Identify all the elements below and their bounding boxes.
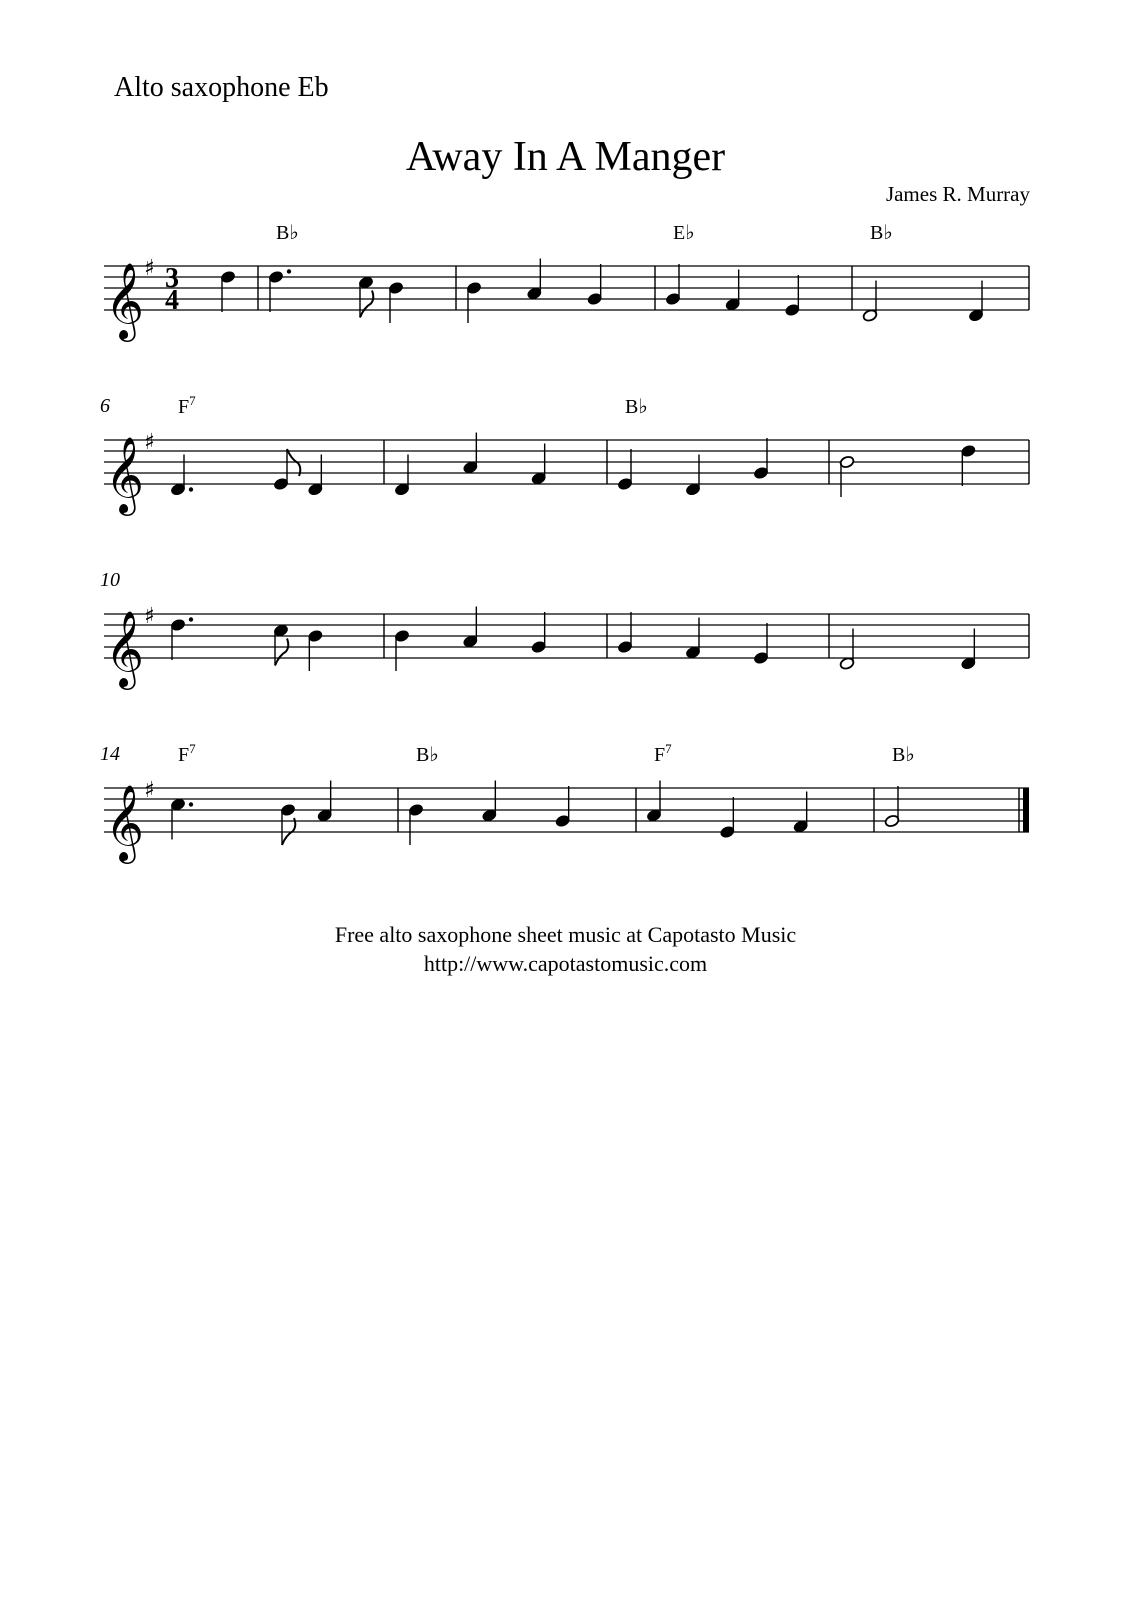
note — [462, 607, 478, 649]
composer-label: James R. Murray — [885, 182, 1030, 206]
note-flag — [275, 639, 288, 666]
chord-symbol: B♭ — [892, 744, 915, 766]
measure — [408, 744, 570, 845]
note — [466, 281, 482, 323]
augmentation-dot — [287, 269, 291, 273]
measure — [466, 259, 602, 324]
note — [388, 281, 404, 323]
staff-system — [100, 393, 1029, 516]
footer-credit: Free alto saxophone sheet music at Capotasto Music — [334, 922, 797, 947]
chord-symbol: B♭ — [416, 744, 439, 766]
chord-extension: 7 — [665, 741, 672, 756]
page-title: Away In A Manger — [405, 134, 726, 180]
note — [170, 798, 193, 840]
note — [753, 623, 769, 665]
note — [408, 803, 424, 845]
measure-number: 14 — [100, 743, 120, 765]
note — [685, 455, 701, 497]
note — [394, 455, 410, 497]
chord-symbol: E♭ — [673, 222, 695, 244]
treble-clef-icon: 𝄞 — [105, 262, 145, 339]
final-bar-thick — [1023, 788, 1029, 832]
time-signature-top: 3 — [165, 263, 179, 294]
note — [753, 438, 769, 480]
measure — [665, 222, 800, 317]
measure — [646, 741, 808, 839]
measure — [394, 607, 546, 672]
treble-clef-icon: 𝄞 — [105, 436, 145, 513]
note — [358, 276, 374, 318]
note-flag — [360, 291, 373, 318]
note — [617, 612, 633, 654]
chord-extension: 7 — [189, 741, 196, 756]
measure-number: 6 — [100, 395, 110, 417]
sharp-icon: ♯ — [144, 604, 155, 629]
sharp-icon: ♯ — [144, 778, 155, 803]
note — [526, 259, 542, 301]
measure — [394, 433, 546, 497]
note — [394, 629, 410, 671]
note — [220, 270, 236, 312]
note — [884, 786, 900, 828]
chord-symbol: B♭ — [870, 222, 893, 244]
note — [481, 781, 497, 823]
measure — [839, 629, 976, 671]
note — [307, 455, 323, 497]
note — [784, 275, 800, 317]
measure — [884, 744, 915, 828]
chord-symbol: $F^7$ — [654, 741, 672, 766]
treble-clef-icon: 𝄞 — [105, 784, 145, 861]
measure — [170, 741, 332, 845]
note — [280, 803, 296, 845]
note — [725, 270, 741, 312]
note — [665, 264, 681, 306]
note — [839, 629, 855, 671]
measure — [617, 396, 769, 496]
note — [317, 781, 333, 823]
measure — [268, 222, 404, 323]
chord-symbol: B♭ — [625, 396, 648, 418]
measure — [862, 222, 984, 322]
note — [273, 624, 289, 666]
note — [587, 264, 603, 306]
note — [307, 629, 323, 671]
measure — [170, 393, 323, 496]
chord-symbol: $F^7$ — [178, 741, 196, 766]
note — [170, 455, 193, 497]
note — [960, 444, 976, 486]
augmentation-dot — [189, 487, 193, 491]
measure-number: 10 — [100, 569, 120, 591]
staff-system — [100, 741, 1029, 864]
note — [531, 444, 547, 486]
chord-extension: 7 — [189, 393, 196, 408]
chord-symbol: B♭ — [276, 222, 299, 244]
sharp-icon: ♯ — [144, 430, 155, 455]
sharp-icon: ♯ — [144, 256, 155, 281]
note — [555, 786, 571, 828]
note — [170, 617, 193, 660]
augmentation-dot — [189, 802, 193, 806]
staff-system — [100, 569, 1029, 690]
measure — [839, 444, 976, 497]
note — [462, 433, 478, 475]
note — [531, 612, 547, 654]
footer — [0, 920, 1131, 978]
note — [268, 269, 291, 312]
note — [793, 792, 809, 834]
note — [646, 781, 662, 823]
note — [960, 629, 976, 671]
measure — [617, 612, 769, 665]
treble-clef-icon: 𝄞 — [105, 610, 145, 687]
footer-url: http://www.capotastomusic.com — [423, 951, 708, 976]
note — [685, 618, 701, 660]
instrument-label: Alto saxophone Eb — [114, 72, 329, 103]
augmentation-dot — [189, 617, 193, 621]
measure — [220, 270, 236, 312]
chord-symbol: $F^7$ — [178, 393, 196, 418]
note — [839, 455, 855, 497]
note — [862, 281, 878, 323]
note — [968, 281, 984, 323]
note — [617, 449, 633, 491]
note — [719, 797, 735, 839]
time-signature-bottom: 4 — [165, 285, 179, 316]
staff-system — [104, 222, 1029, 342]
